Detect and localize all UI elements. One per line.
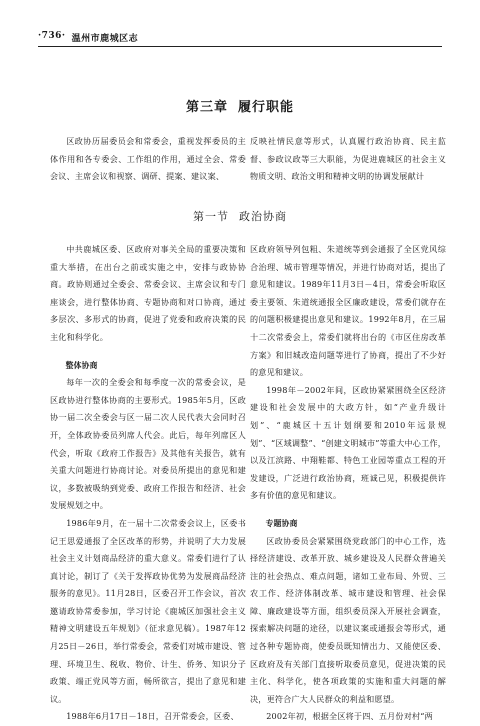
subheading-topic-consultation: 专题协商	[265, 518, 298, 528]
chapter-title: 履行职能	[238, 100, 295, 115]
running-header	[38, 31, 442, 44]
body-right-column	[250, 241, 446, 726]
section-title: 政治协商	[239, 210, 287, 223]
page-number: ·736·	[38, 31, 66, 41]
body-left-column	[50, 241, 246, 726]
chapter-number: 第三章	[185, 100, 228, 115]
subheading-overall-consultation: 整体协商	[65, 360, 98, 370]
paragraph: 1988年6月17日－18日，召开常委会，区委、	[66, 711, 239, 722]
paragraph: 1998年－2002年间，区政协紧紧围绕全区经济建设和社会发展中的大政方针，如“产业升级计划”、“鹿城区十五计划纲要和2010年远景规划”、“区域调整”、“创建文明城市”等重大中心工作，以及江滨路、中翔鞋都、特色工业园等重点工程的开发建设，广泛进行政治协商，班诚己见，积极提供许多有价值的意见和建议。	[250, 384, 446, 501]
paragraph: 2002年初，根据全区将于四、五月份对村“两	[266, 711, 433, 722]
paragraph: 每年一次的全委会和每季度一次的常委会议，是区政协进行整体协商的主要形式。1985年5月，区政协一届二次全委会与区一届二次人民代表大会同时召开，全体政协委员列席人代会。此后，每年列席区人代会，听取《政府工作报告》及其他有关报告，就有关重大问题进行协商讨论。对委员所提出的意见和建议，多数被吸纳到党委、政府工作报告和经济、社会发展规划之中。	[50, 377, 246, 511]
chapter-heading	[0, 96, 480, 115]
paragraph: 1986年9月，在一届十二次常委会议上，区委书记王思爱通报了全区改革的形势，并说明了大力发展社会主义计划商品经济的重大意义。常委们进行了认真讨论，制订了《关于发挥政协优势为发展商品经济服务的意见》。11月28日，区委召开工作会议，首次邀请政协常委参加，学习讨论《鹿城区加强社会主义精神文明建设五年规划》（征求意见稿）。1987年12月25日－26日，举行常委会，常委们对城市建设、管理、环境卫生、税收、物价、计生、侨务、知识分子政策、端正党风等方面，畅所欲言，提出了意见和建议。	[50, 517, 246, 704]
intro-paragraph-left: 区政协历届委员会和常委会，重视发挥委员的主体作用和各专委会、工作组的作用，通过全会、常委会议、主席会议和视察、调研、提案、建议案、	[50, 136, 246, 182]
section-heading	[0, 208, 480, 224]
intro-right-column	[250, 133, 446, 186]
spacer	[50, 347, 246, 357]
header-rule	[38, 46, 442, 47]
paragraph: 中共鹿城区委、区政府对事关全局的重要决策和重大举措，在出台之前或实施之中，安排与政协协商。政协则通过全委会、常委会议、主席会议和专门座谈会，进行整体协商、专题协商和对口协商，通过多层次、多形式的协商，促进了党委和政府决策的民主化和科学化。	[50, 244, 246, 342]
book-title: 温州市鹿城区志	[71, 34, 139, 44]
paragraph: 区政协委员会紧紧围绕党政部门的中心工作，选择经济建设、改革开放、城乡建设及人民群众普遍关注的社会热点、难点问题，诸如工业布局、外贸、三农工作、经济体制改革、城市建设和管理、社会保障、廉政建设等方面，组织委员深入开展社会调查，探索解决问题的途径，以建议案或通报会等形式，通过各种专题协商，使委员既知情出力、又能使区委、区政府及有关部门直接听取委员意见，促进决策的民主化、科学化，使各项政策的实施和重大问题的解决，更符合广大人民群众的利益和愿望。	[250, 535, 446, 704]
section-number: 第一节	[193, 210, 229, 223]
intro-left-column	[50, 133, 246, 186]
intro-paragraph-right: 反映社情民意等形式，认真履行政治协商、民主监督、参政议政等三大职能，为促进鹿城区的社会主义物质文明、政治文明和精神文明的协调发展献计	[250, 136, 446, 182]
paragraph: 区政府领导列包粗、朱道统等到会通报了全区党风综合治理、城市管理等情况，并进行协商对话，提出了意见和建议。1989年11月3日－4日，常委会听取区委主要领、朱道统通报全区廉政建设，常委们就存在的问题积极建提出意见和建议。1992年8月，在三届十二次常委会上，常委们就将出台的《市区住房改革方案》和旧城改造问题等进行了协商，提出了不少好的意见和建议。	[250, 244, 446, 378]
spacer	[250, 505, 446, 515]
